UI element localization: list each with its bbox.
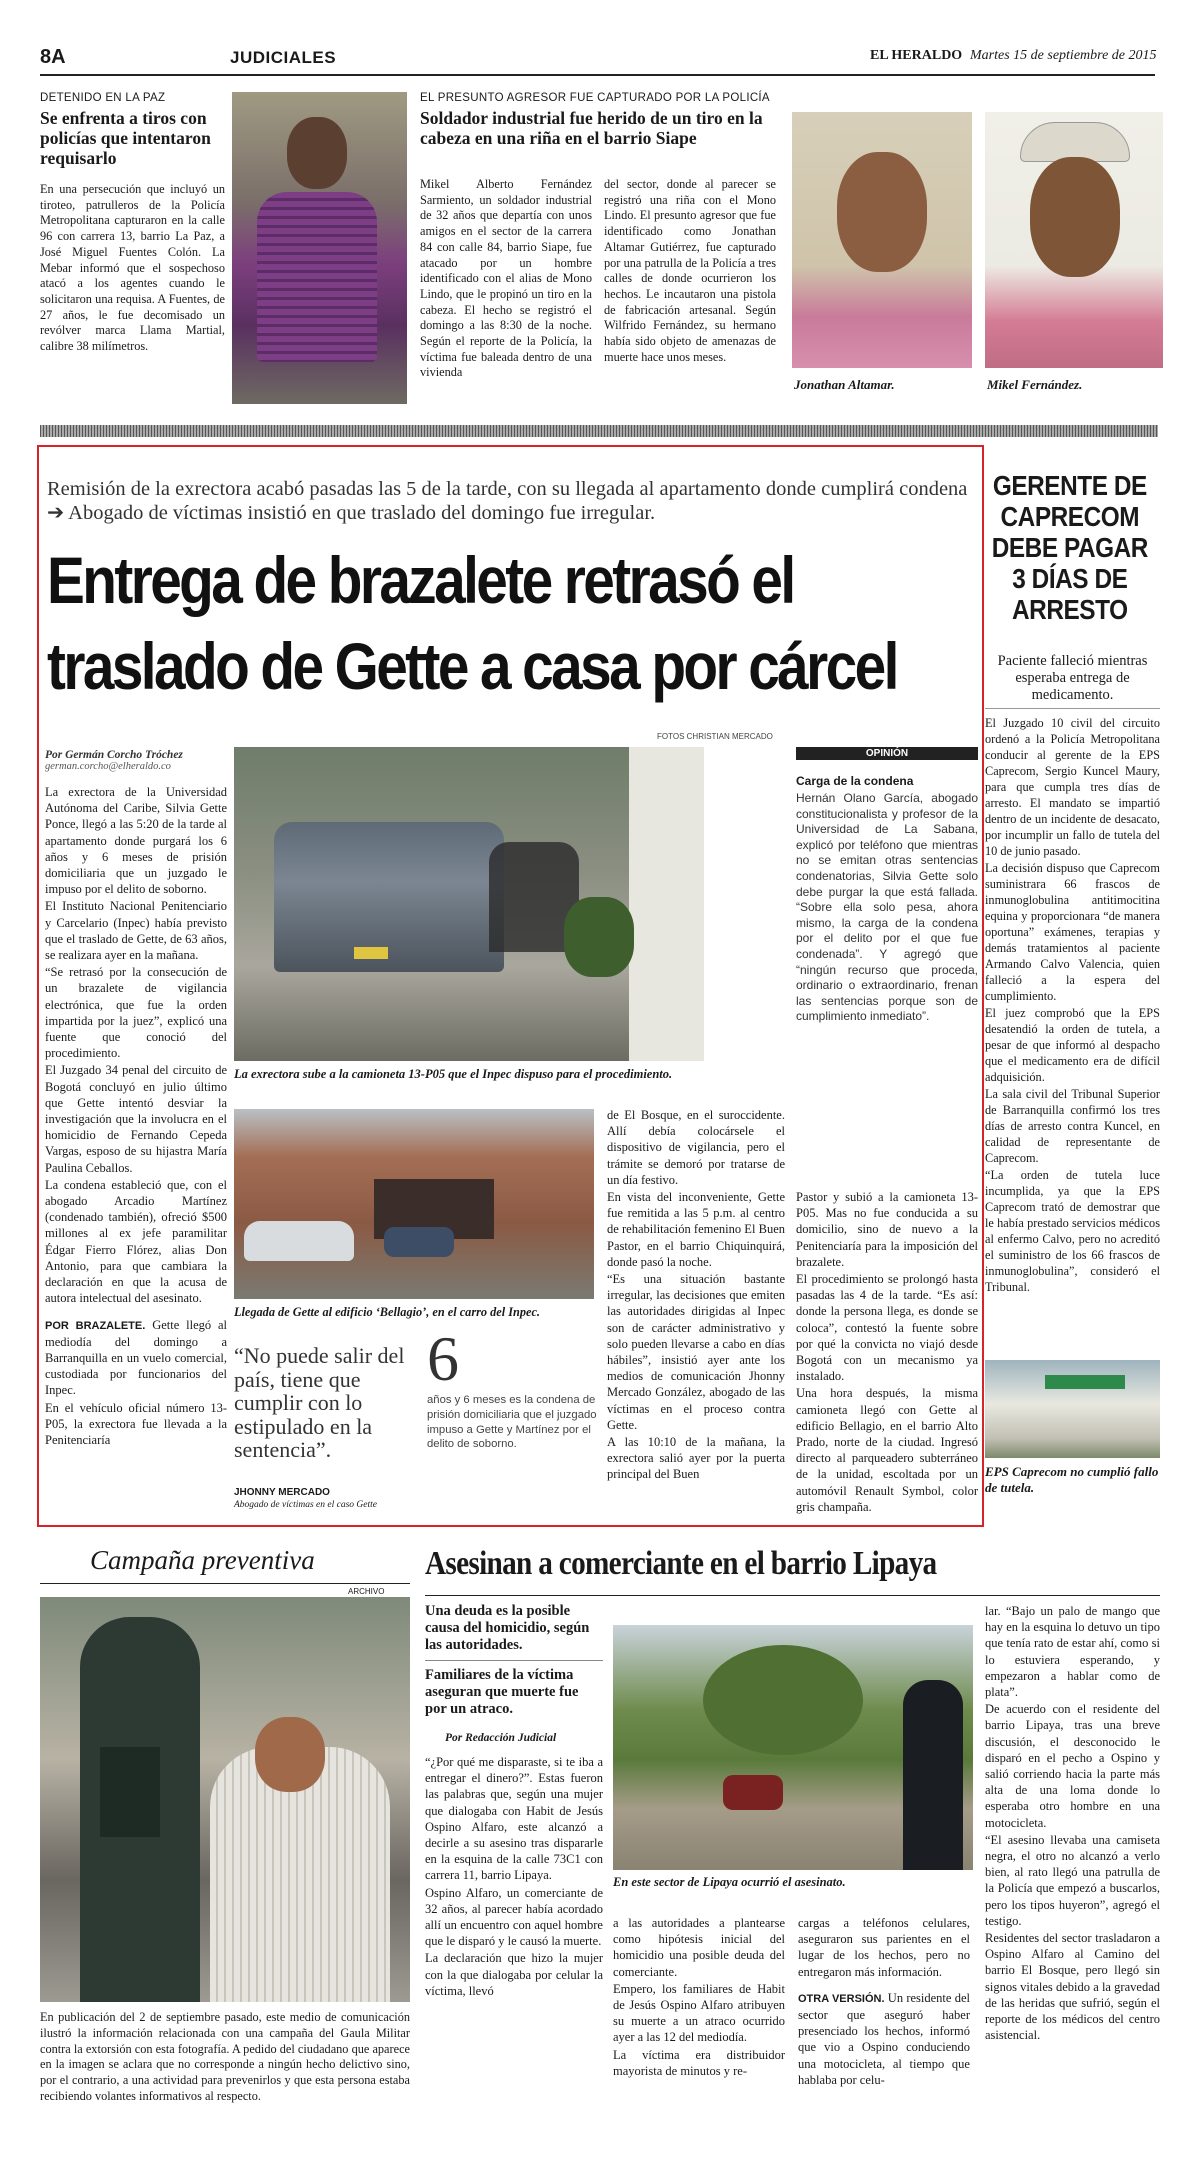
fact-number: 6 (427, 1323, 459, 1394)
campaign-body: En publicación del 2 de septiembre pasado, este medio de comunicación ilustró la información relacionada con una campaña del Gaula Militar contra la extorsión con esta fotografía. A pedido del ciudadano que aparece en la imagen se aclara que no corresponde a ningún hecho delictivo sino, por el contrario, a una actividad para prevenirlos y que esta persona estaba recibiendo volantes informativos al respecto. (40, 2010, 410, 2103)
quote-role: Abogado de víctimas en el caso Gette (234, 1500, 377, 1510)
main-photo-van (234, 747, 704, 1061)
person-shirt (257, 192, 377, 362)
lipaya-headline: Asesinan a comerciante en el barrio Lipaya (425, 1545, 937, 1582)
story2-col2: del sector, donde al parecer se registró una riña con el Mono Lindo. El presunto agresor que fue identificado como Jonathan Altamar Gutiérrez, fue capturado por una patrulla de la Policía a tres calles de donde ocurrieron los hechos. Le incautaron una pistola de fabricación artesanal. Según Wilfrido Fernández, su hermano había sido objeto de amenazas de muerte hace unos meses. (604, 177, 776, 364)
main-col1-p7: En el vehículo oficial número 13-P05, la exrectora fue llevada a la Penitenciaría (45, 1400, 227, 1447)
issue-date: Martes 15 de septiembre de 2015 (970, 48, 1157, 63)
masthead-rule (40, 74, 1155, 76)
lipaya-col3-subhead: OTRA VERSIÓN. (798, 1992, 885, 2005)
sidebar-headline: GERENTE DE CAPRECOM DEBE PAGAR 3 DÍAS DE ARRESTO (991, 470, 1148, 625)
campaign-title: Campaña preventiva (90, 1545, 315, 1575)
main-col1-after: Gette llegó al mediodía del domingo a Barranquilla en un vuelo comercial, custodiada por funcionarios del Inpec. (45, 1317, 228, 1398)
lipaya-sub-rule (425, 1660, 603, 1661)
sidebar-caprecom (985, 470, 1160, 1530)
lipaya-col4-p3: “El asesino llevaba una camiseta negra, el otro no alcanzó a verlo bien, al rato llegó una patrulla de la Policía que empezó a buscarlos, pero los tipos huyeron”, agregó el testigo. (985, 1832, 1160, 1928)
opinion-label: OPINIÓN (796, 747, 978, 760)
person-head (287, 117, 347, 189)
fact-text: años y 6 meses es la condena de prisión domiciliaria que el juzgado impuso a Gette y Martínez por el delito de soborno. (427, 1394, 597, 1451)
lipaya-col3 (798, 1915, 970, 2089)
pull-quote: “No puede salir del país, tiene que cumplir con lo estipulado en la sentencia”. (234, 1343, 405, 1462)
sidebar-p5: “La orden de tutela luce incumplida, ya que la EPS Caprecom trató de demostrar que le había prestado servicios médicos al enfermo Calvo, pero no acreditó el suministro de los 66 frascos de inmunoglobulina”, consideró el Tribunal. (985, 1168, 1160, 1294)
opinion-body: Hernán Olano García, abogado constitucionalista y profesor de la Universidad de La Sabana, explicó por teléfono que mientras no se emitan otras sentencias condenatorias, Silvia Gette solo debe purgar la que está fallada. “Sobre ella solo pesa, ahora mismo, la carga de la condena por el delito por el que fue condenada”. Y agregó que “ningún recurso que proceda, ordinario o extraordinario, frenan las sentencias porque son de cumplimiento inmediato”. (796, 791, 978, 1024)
civilian-head (255, 1717, 325, 1792)
mugshot-mikel (985, 112, 1163, 368)
main-col1-subhead: POR BRAZALETE. (45, 1319, 146, 1332)
page-number: 8A (40, 46, 66, 68)
van (274, 822, 504, 972)
lipaya-motorcycle (723, 1775, 783, 1810)
caption-jonathan: Jonathan Altamar. (794, 377, 895, 392)
sidebar-rule (985, 708, 1160, 709)
sidebar-caption: EPS Caprecom no cumplió fallo de tutela. (985, 1464, 1159, 1495)
soldier-vest-text (100, 1747, 160, 1837)
lipaya-story (425, 1545, 1160, 2145)
lipaya-col4-p2: De acuerdo con el residente del barrio Lipaya, tras una breve discusión, el desconocido le disparó en el pecho a Ospino y salió corriendo hacia la parte más alta de una loma donde lo esperaba otro hombre en una motocicleta. (985, 1702, 1160, 1830)
main-email: german.corcho@elheraldo.co (45, 761, 171, 772)
campaign-credit: ARCHIVO (348, 1587, 385, 1596)
main-photo1-caption: La exrectora sube a la camioneta 13-P05 que el Inpec dispuso para el procedimiento. (234, 1067, 673, 1081)
sidebar-p1: El Juzgado 10 civil del circuito ordenó a la Policía Metropolitana conducir al gerente de la EPS Caprecom, Sergio Kuncel Maury, para que cumpla tres días de arresto. El mandato se impartió dentro de un incidente de desacato, por incumplir un fallo de tutela del 10 de junio pasado. (985, 716, 1160, 858)
sidebar-p4: La sala civil del Tribunal Superior de Barranquilla confirmó los tres días de arresto contra Kuncel, en calidad de representante de Caprecom. (985, 1087, 1160, 1165)
main-col3-p4: A las 10:10 de la mañana, la exrectora salió ayer por la puerta principal del Buen (607, 1435, 785, 1482)
main-col4-p2: El procedimiento se prolongó hasta pasadas las 4 de la tarde. “Es así: donde la persona llega, es donde se coloca”, contestó la fuente sobre por qué la convicta no viajó desde Bogotá con un mecanismo ya instalado. (796, 1272, 978, 1384)
lipaya-officer (903, 1680, 963, 1870)
main-story-box (37, 445, 984, 1527)
main-col4-p3: Una hora después, la misma camioneta llegó con Gette al edificio Bellagio, en el barrio Alto Prado, norte de la ciudad. Ingresó directo al parqueadero subterráneo de la unidad, escoltada por un automóvil Renault Symbol, color gris champaña. (796, 1386, 978, 1514)
story2-col1: Mikel Alberto Fernández Sarmiento, un soldador industrial de 32 años que departía con unos amigos en el sector de la carrera 84 con calle 84, barrio Siape, fue atacado por un hombre identificado con el alias de Mono Lindo, que le propinó un tiro en la cabeza. El hecho se registró el domingo a las 8:30 de la noche. Según el reporte de la Policía, la víctima fue baleada dentro de una vivienda (420, 177, 592, 380)
lipaya-col1-p2: Ospino Alfaro, un comerciante de 32 años, al parecer había acordado allí un encuentro con aquel hombre que le disparó y le causó la muerte. (425, 1885, 603, 1949)
story1-body: En una persecución que incluyó un tiroteo, patrulleros de la Policía Metropolitana capturaron en la calle 96 con carrera 13, barrio La Paz, a José Miguel Fuentes Colón. La Mebar informó que el sospechoso atacó a los agentes cuando le solicitaron una requisa. A Fuentes, de 27 años, le fue decomisado un revólver marca Llama Martial, calibre 38 milímetros. (40, 182, 225, 354)
main-byline: Por Germán Corcho Tróchez (45, 749, 183, 761)
lipaya-col2-p2: Empero, los familiares de Habit de Jesús Ospino Alfaro atribuyen su muerte a un atraco ocurrido ayer a las 12 del mediodía. (613, 1981, 785, 2045)
section-divider (40, 425, 1158, 437)
story1-kicker: DETENIDO EN LA PAZ (40, 92, 166, 104)
sidebar-p3: El juez comprobó que la EPS desatendió la orden de tutela, a pesar de que informó al despacho que el medicamento era de difícil adquisición. (985, 1006, 1160, 1084)
story2-kicker: EL PRESUNTO AGRESOR FUE CAPTURADO POR LA POLICÍA (420, 92, 770, 104)
lipaya-col1-p1: “¿Por qué me disparaste, si te iba a entregar el dinero?”. Estas fueron las palabras que, según una mujer que dialogaba con Habit de Jesús Ospino Alfaro, este alcanzó a decirle a su asesino tras dispararle en la esquina de la calle 73C1 con carrera 11, barrio Lipaya. (425, 1755, 603, 1883)
story-detenido (40, 92, 410, 412)
campaign-photo (40, 1597, 410, 2002)
main-col1-p6 (45, 1317, 227, 1399)
lipaya-col1-p3: La declaración que hizo la mujer con la que dialogaba por celular la víctima, llevó (425, 1951, 603, 1998)
lipaya-byline: Por Redacción Judicial (445, 1732, 557, 1744)
photo-credit: FOTOS CHRISTIAN MERCADO (657, 732, 773, 741)
masthead (40, 44, 1160, 74)
lipaya-col3-after: Un residente del sector que aseguró haber presenciado los hechos, informó que vio a Ospino conduciendo una motocicleta, al tiempo que hablaba por celu- (798, 1990, 970, 2087)
car-white (244, 1221, 354, 1261)
story2-headline: Soldador industrial fue herido de un tiro en la cabeza en una riña en el barrio Siape (420, 108, 763, 148)
van-plate (354, 947, 388, 959)
lipaya-col3-p1: cargas a teléfonos celulares, aseguraron sus parientes en el lugar de los hechos, pero no entregaron más información. (798, 1916, 970, 1979)
main-col4-p1: Pastor y subió a la camioneta 13-P05. Mas no fue conducida a su domicilio, sino de nuevo a la Penitenciaría para la imposición del brazalete. (796, 1190, 978, 1269)
mugshot-mikel-cap (1020, 122, 1130, 162)
main-col1-p1: La exrectora de la Universidad Autónoma del Caribe, Silvia Gette Ponce, llegó a las 5:20 de la tarde al apartamento donde purgará los 6 años y 6 meses de prisión domiciliaria que un juzgado le impuso por el delito de soborno. (45, 785, 227, 897)
story1-headline: Se enfrenta a tiros con policías que intentaron requisarlo (40, 108, 211, 168)
sidebar-photo-sign (1045, 1375, 1125, 1389)
sidebar-photo (985, 1360, 1160, 1458)
main-deck: Remisión de la exrectora acabó pasadas las 5 de la tarde, con su llegada al apartamento donde cumplirá condena ➔ Abogado de víctimas insistió en que traslado del domingo fue irregular. (47, 478, 968, 524)
main-col1-p3: “Se retrasó por la consecución de un brazalete de vigilancia electrónica, que fue la orden impartida por la juez”, explicó una fuente que conoció del procedimiento. (45, 965, 227, 1061)
lipaya-col2 (613, 1915, 785, 2080)
lipaya-sub2: Familiares de la víctima aseguran que muerte fue por un atraco. (425, 1667, 579, 1717)
main-col3 (607, 1107, 785, 1484)
lipaya-col3-p2 (798, 1990, 970, 2088)
story1-photo (232, 92, 407, 404)
sidebar-subhead: Paciente falleció mientras esperaba entrega de medicamento. (997, 653, 1148, 703)
main-col3-p1: de El Bosque, en el suroccidente. Allí debía colocársele el dispositivo de vigilancia, pero el trámite se demoró por tratarse de un día festivo. (607, 1108, 785, 1187)
lipaya-col4-p1: lar. “Bajo un palo de mango que hay en la esquina lo detuvo un tipo que tenía rato de estar ahí, como si lo estuviera esperando, y empezaron a hablar como de plata”. (985, 1604, 1160, 1700)
mugshot-mikel-face (1030, 157, 1120, 277)
opinion-title: Carga de la condena (796, 774, 914, 788)
main-col3-p2: En vista del inconveniente, Gette fue remitida a las 5 p.m. al centro de rehabilitación femenino El Buen Pastor, en el barrio Chiquinquirá, donde pasó la noche. (607, 1190, 785, 1269)
lipaya-rule (425, 1595, 1160, 1596)
main-col4 (796, 1189, 978, 1516)
main-photo-building (234, 1109, 594, 1299)
opinion-box (796, 747, 978, 1167)
building-wall (629, 747, 704, 1061)
mugshot-jonathan-face (837, 152, 927, 272)
lipaya-col2-p1: a las autoridades a plantearse como hipótesis inicial del homicidio una posible deuda del comerciante. (613, 1916, 785, 1979)
car-blue (384, 1227, 454, 1257)
sidebar-p2: La decisión dispuso que Caprecom suministrara 66 frascos de inmunoglobulina antitimocitina equina y proporcionara “de manera oportuna” exámenes, terapias y demás tratamientos al paciente Armando Calvo Valencia, quien falleció a la espera del cumplimiento. (985, 861, 1160, 1003)
main-col1-p2: El Instituto Nacional Penitenciario y Carcelario (Inpec) había previsto que el traslado de Gette, de 63 años, se realizara ayer en la mañana. (45, 899, 227, 963)
campaign-rule (40, 1583, 410, 1584)
campaign-box (40, 1545, 410, 2125)
lipaya-col1 (425, 1603, 603, 2000)
main-headline: Entrega de brazalete retrasó el traslado de Gette a casa por cárcel (47, 543, 897, 703)
section-name: JUDICIALES (230, 48, 337, 67)
main-col1-p4: El Juzgado 34 penal del circuito de Bogotá concluyó en julio último que Gette intentó desviar la investigación que la involucra en el homicidio de Fernando Cepeda Vargas, esposo de su hijastra María Paulina Ceballos. (45, 1063, 227, 1175)
paper-name: EL HERALDO (870, 48, 963, 63)
quote-name: JHONNY MERCADO (234, 1487, 330, 1498)
lipaya-photo (613, 1625, 973, 1870)
lipaya-sub1: Una deuda es la posible causa del homicidio, según las autoridades. (425, 1603, 590, 1653)
main-col1-p5: La condena estableció que, con el abogado Arcadio Martínez (condenado también), ofreció $500 millones al ex jefe paramilitar Édgar Fierro Flórez, alias Don Antonio, para que cambiara la declaración en que la acusa de autora intelectual del asesinato. (45, 1177, 227, 1306)
lipaya-photo-caption: En este sector de Lipaya ocurrió el asesinato. (613, 1875, 846, 1889)
lipaya-col4 (985, 1603, 1160, 2044)
mugshot-jonathan (792, 112, 972, 368)
sidebar-body (985, 715, 1160, 1296)
story-siape (420, 92, 1160, 412)
lipaya-col4-p4: Residentes del sector trasladaron a Ospino Alfaro al Camino del barrio El Bosque, pero llegó sin signos vitales debido a la gravedad de las heridas que sufrió, según el reporte de los médicos del centro asistencial. (985, 1931, 1160, 2043)
main-col3-p3: “Es una situación bastante irregular, las decisiones que emiten las autoridades dirigidas al Inpec son de carácter administrativo y solo pueden llevarse a cabo en días hábiles”, insistió ayer ante los medios de comunicación Jhonny Mercado González, abogado de las víctimas en el proceso contra Gette. (607, 1272, 785, 1432)
main-col1 (45, 749, 227, 1449)
lipaya-tree (703, 1645, 863, 1755)
caption-mikel: Mikel Fernández. (987, 377, 1083, 392)
main-photo2-caption: Llegada de Gette al edificio ‘Bellagio’, en el carro del Inpec. (234, 1305, 540, 1319)
lipaya-col2-p3: La víctima era distribuidor mayorista de minutos y re- (613, 2047, 785, 2078)
plant-pot (564, 897, 634, 977)
